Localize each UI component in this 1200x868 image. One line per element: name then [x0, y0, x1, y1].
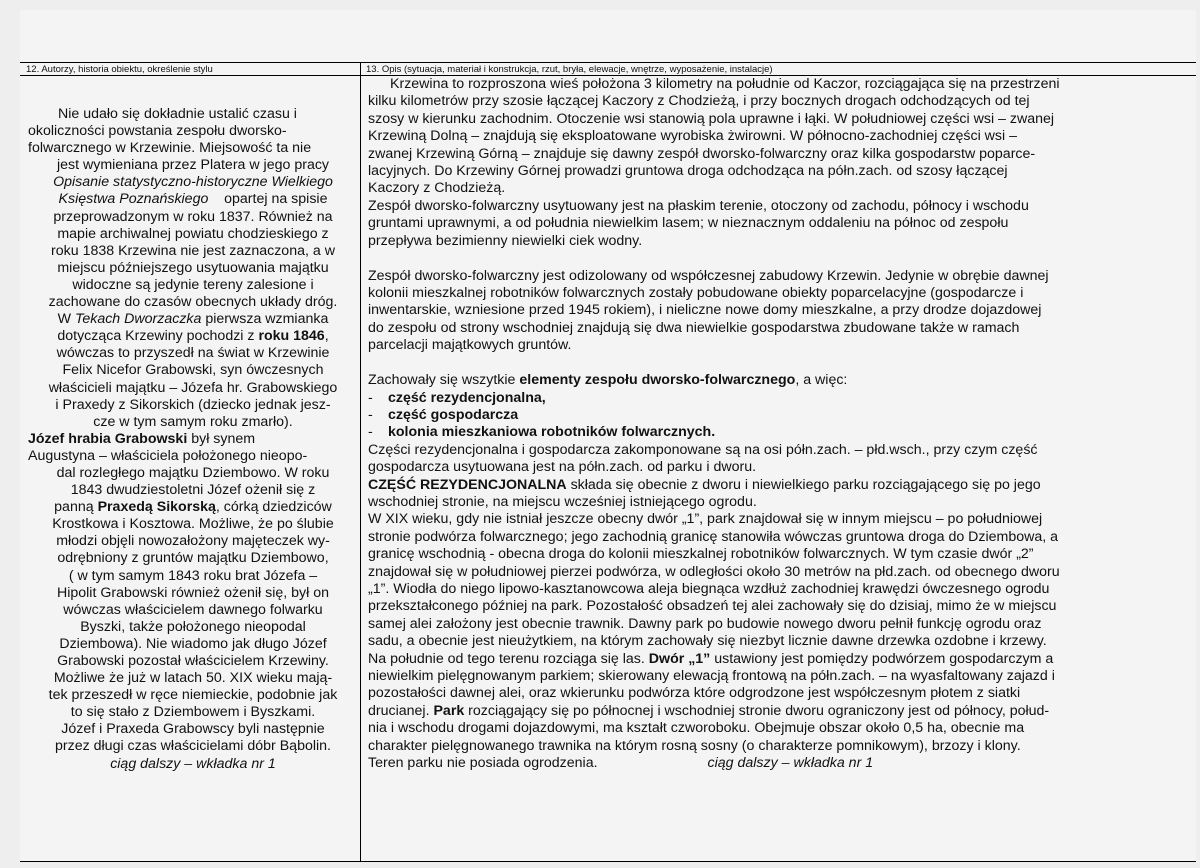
text-line: stronie podwórza folwarcznego; jego zachodnią granicę stanowiła wówczas gruntowa droga do Dziembowa, a [368, 528, 1059, 545]
text-line: zachowane do czasów obecnych układy dróg. [48, 294, 338, 311]
text-line: roku 1838 Krzewina nie jest zaznaczona, a w [51, 242, 335, 259]
text-line: właścicieli majątku – Józefa hr. Grabowskiego [48, 379, 338, 396]
text-line: W Tekach Dworzaczka pierwsza wzmianka [57, 311, 329, 328]
description-column [368, 76, 1188, 772]
text-line: charakter pielęgnowanego trawnika na którym rosną sosny (o charakterze pomnikowym), brzozy i klony. [368, 737, 1021, 754]
paragraph-gap [368, 355, 1188, 373]
text-line: Krzewiną Dolną – znajdują się eksploatowane wyrobiska żwirowni. W północno-zachodniej części wsi – [368, 128, 1017, 145]
list-item: - kolonia mieszkaniowa robotników folwarcznych. [368, 424, 716, 441]
text-line: inwentarskie, wzniesione przed 1945 rokiem), i nieliczne nowe domy mieszkalne, a przy drodze dojazdowej [368, 302, 1042, 319]
text-line: ( w tym samym 1843 roku brat Józefa – [68, 567, 318, 584]
text-line: Krostkowa i Kosztowa. Możliwe, że po ślubie [52, 516, 334, 533]
text-line: dotycząca Krzewiny pochodzi z roku 1846, [57, 328, 329, 345]
text-line: Nie udało się dokładnie ustalić czasu i [58, 106, 297, 122]
text-line: Józef i Praxeda Grabowscy byli następnie [61, 721, 325, 738]
bottom-rule [20, 861, 1196, 862]
text-line: Zachowały się wszytkie elementy zespołu dworsko-folwarcznego, a więc: [368, 372, 848, 389]
text-line: dal rozległego majątku Dziembowo. W roku [56, 464, 330, 481]
text-line: lacyjnych. Do Krzewiny Górnej prowadzi gruntowa droga odchodząca na półn.zach. od szosy łączącej [368, 163, 1008, 180]
text-line: Kaczory z Chodzieżą. [368, 180, 506, 197]
text-line: do zespołu od strony wschodniej znajdują się dwa niewielkie gospodarstwa zbudowane także w ramach [368, 319, 1020, 336]
text-line: gospodarcza usytuowana jest na półn.zach. od parku i dworu. [368, 459, 757, 476]
text-line: Felix Nicefor Grabowski, syn ówczesnych [62, 362, 324, 379]
text-line: panną Praxedą Sikorską, córką dziedziców [54, 499, 332, 516]
text-line: drucianej. Park rozciągający się po północnej i wschodniej stronie dworu ograniczony jest od północy, połud- [368, 702, 1050, 719]
text-line: Zespół dworsko-folwarczny usytuowany jest na płaskim terenie, otoczony od zachodu, północy i wschodu [368, 197, 1029, 214]
text-line: W XIX wieku, gdy nie istniał jeszcze obecny dwór „1”, park znajdował się w innym miejscu – po południowej [368, 511, 1043, 528]
column-divider [360, 62, 361, 862]
text-line: przeprowadzonym w roku 1837. Również na [53, 208, 333, 225]
text-line: gruntami uprawnymi, a od południa niewielkim lasem; w nieznacznym oddaleniu na północ od zespołu [368, 215, 1009, 232]
text-line: Opisanie statystyczno-historyczne Wielkiego [53, 174, 333, 191]
text-line: Józef hrabia Grabowski był synem [28, 430, 256, 447]
text-line: to się stało z Dziembowem i Byszkami. [70, 704, 316, 721]
list-item: - część rezydencjonalna, [368, 389, 546, 406]
text-line: znajdował się w południowej pierzei podwórza, w odległości około 30 metrów na płd.zach. od obecnego dworu [368, 563, 1060, 580]
text-line: mapie archiwalnej powiatu chodzieskiego z [57, 225, 329, 242]
top-rule [20, 62, 1196, 63]
text-line: Hipolit Grabowski również ożenił się, był on [56, 584, 330, 601]
text-line: i Praxedy z Sikorskich (dziecko jednak jesz- [55, 396, 331, 413]
text-line: wówczas to przyszedł na świat w Krzewinie [56, 345, 330, 362]
text-line: odrębniony z gruntów majątku Dziembowo, [57, 550, 329, 567]
text-line: pozostałości dawnej alei, oraz wkierunku podwórza które odgrodzone jest współczesnym płotem z siatki [368, 685, 1021, 702]
text-line: sadu, a obecnie jest nieużytkiem, na którym zachowały się niezbyt licznie dawne drzewka ozdobne i krzewy. [368, 633, 1047, 650]
text-line: „1”. Wiodła do niego lipowo-kasztanowcowa aleja biegnąca wzdłuż zachodniej krawędzi ówczesnego ogrodu [368, 580, 1050, 597]
text-line: Części rezydencjonalna i gospodarcza zakomponowane są na osi półn.zach. – płd.wsch., przy czym część [368, 441, 1038, 458]
text-line: Możliwe że już w latach 50. XIX wieku mają- [53, 670, 333, 687]
text-line: cze w tym samym roku zmarło). [93, 413, 293, 430]
text-line: przez długi czas właścicielami dóbr Bąbolin. [55, 738, 331, 755]
text-line: Zespół dworsko-folwarczny jest odizolowany od współczesnej zabudowy Krzewin. Jedynie w obrębie dawnej [368, 267, 1049, 284]
continuation-note: ciąg dalszy – wkładka nr 1 [707, 755, 874, 772]
text-line: kolonii mieszkalnej robotników folwarcznych zostały pobudowane obiekty poparcelacyjne (gospodarcze i [368, 284, 1024, 301]
text-line: zwanej Krzewiną Górną – znajduje się dawny zespół dworsko-folwarczny oraz kilka gospodarstw poparce- [368, 145, 1036, 162]
text-line: Teren parku nie posiada ogrodzenia. ciąg dalszy – wkładka nr 1 [368, 755, 874, 772]
text-line: Na południe od tego terenu rozciąga się las. Dwór „1” ustawiony jest pomiędzy podwórzem gospodarczym a [368, 650, 1054, 667]
section-13-header: 13. Opis (sytuacja, materiał i konstrukcja, rzut, bryła, elewacje, wnętrze, wyposażenie, instalacje) [366, 64, 773, 75]
text-line: Byszki, także położonego nieopodal [80, 618, 306, 635]
text-line: jest wymieniana przez Platera w jego pracy [56, 157, 330, 174]
section-12-header: 12. Autorzy, historia obiektu, określenie stylu [26, 64, 213, 75]
text-line: przepływa bezimienny niewielki ciek wodny. [368, 232, 643, 249]
text-line: niewielkim pielęgnowanym parkiem; skierowany elewacją frontową na półn.zach. – na wyasfaltowany zajazd i [368, 668, 1055, 684]
list-dash: - [368, 406, 373, 423]
text-line: 1843 dwudziestoletni Józef ożenił się z [70, 482, 316, 499]
list-dash: - [368, 424, 373, 441]
book-title: Księstwa Poznańskiego [58, 191, 209, 208]
text-line: Krzewina to rozproszona wieś położona 3 kilometry na południe od Kaczor, rozciągająca się na przestrzeni [390, 76, 1060, 92]
list-dash: - [368, 389, 373, 406]
text-line: okoliczności powstania zespołu dworsko- [28, 123, 287, 140]
text-line: CZĘŚĆ REZYDENCJONALNA składa się obecnie z dworu i niewielkiego parku rozciągającego się po jego [368, 476, 1041, 493]
text-line: folwarcznego w Krzewinie. Miejsowość ta nie [28, 140, 312, 157]
text-line: nia i wschodu drogami dojazdowymi, ma kształt czworoboku. Obejmuje obszar około 0,5 ha, obecnie ma [368, 720, 1025, 737]
text-line: szosy w kierunku zachodnim. Otoczenie wsi stanowią pola uprawne i łąki. W południowej części wsi – zwanej [368, 110, 1055, 127]
text-line: miejscu późniejszego usytuowania majątku [57, 259, 329, 276]
text-line: przekształconego później na park. Pozostałość obsadzeń tej alei zachowały się do dzisiaj, mimo że w miejscu [368, 598, 1057, 615]
paragraph-gap [368, 250, 1188, 268]
list-item: - część gospodarcza [368, 406, 519, 423]
text-line: samej alei założony jest obecnie trawnik. Dawny park po budowie nowego dworu pełnił funkcję ogrodu oraz [368, 615, 1042, 632]
history-column [28, 106, 358, 773]
text-line: Księstwa Poznańskiego opartej na spisie [58, 191, 328, 208]
text-line: granicę wschodnią - obecna droga do kolonii mieszkalnej robotników folwarcznych. W tym czasie dwór „2” [368, 546, 1034, 563]
continuation-note: ciąg dalszy – wkładka nr 1 [110, 755, 276, 772]
text-line: Augustyna – właściciela położonego nieopo- [28, 447, 308, 464]
text-line: wówczas właścicielem dawnego folwarku [63, 601, 323, 618]
text-line: wschodniej stronie, na miejscu wcześniej istniejącego ogrodu. [368, 493, 757, 510]
text-line: kilku kilometrów przy szosie łączącej Kaczory z Chodzieżą, i przy bocznych drogach odchodzących od tej [368, 93, 1030, 110]
text-line: młodzi objęli nowozałożony majęteczek wy- [56, 533, 330, 550]
text-line: Dziembowa). Nie wiadomo jak długo Józef [59, 635, 327, 652]
text-line: Grabowski pozostał właścicielem Krzewiny. [57, 653, 329, 669]
text-line: tek przeszedł w ręce niemieckie, podobnie jak [48, 687, 338, 704]
document-sheet [20, 10, 1196, 862]
text-line: parcelacji majątkowych gruntów. [368, 337, 572, 354]
text-line: widoczne są jedynie tereny zalesione i [72, 276, 314, 293]
